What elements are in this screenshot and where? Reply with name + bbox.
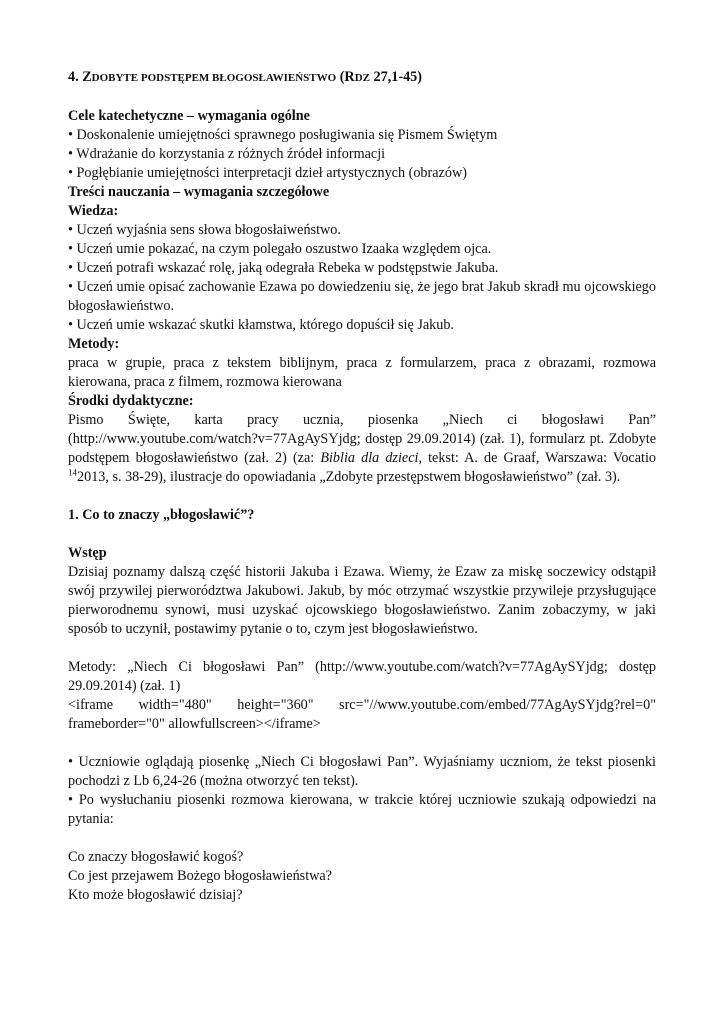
iframe-code-line: <iframe width="480" height="360" src="//www.youtube.com/embed/77AgAySYjdg?rel=0" [68, 697, 656, 713]
question: Co znaczy błogosławić kogoś? [68, 849, 244, 865]
tresci-heading: Treści nauczania – wymagania szczegółowe [68, 184, 330, 200]
cele-item: • Doskonalenie umiejętności sprawnego posługiwania się Pismem Świętym [68, 127, 498, 143]
cele-item: • Wdrażanie do korzystania z różnych źródeł informacji [68, 146, 386, 162]
metody-heading: Metody: [68, 336, 120, 352]
wiedza-item: • Uczeń umie wskazać skutki kłamstwa, którego dopuścił się Jakub. [68, 317, 454, 333]
iframe-code-line: frameborder="0" allowfullscreen></iframe> [68, 716, 321, 732]
wstep-heading: Wstęp [68, 545, 107, 561]
wstep-text: Dzisiaj poznamy dalszą część historii Jakuba i Ezawa. Wiemy, że Ezaw za miskę soczewicy odstąpił swój przywilej pierworództwa Jakubowi. Jakub, by móc otrzymać wszystkie przywileje przysługujące pierworodnemu synowi, musi uzyskać ojcowskiego błogosławieństwo. Zanim zobaczymy, w jaki sposób to uczynił, postawimy pytanie o to, czym jest błogosławieństwo. [68, 564, 656, 637]
section-heading: 1. Co to znaczy „błogosławić”? [68, 507, 255, 523]
step-item: • Po wysłuchaniu piosenki rozmowa kierowana, w trakcie której uczniowie szukają odpowiedzi na pytania: [68, 792, 656, 827]
srodki-text: Pismo Święte, karta pracy ucznia, piosenka „Niech ci błogosławi Pan” (http://www.youtube.com/watch?v=77AgAySYjdg; dostęp 29.09.2014) (zał. 1), formularz pt. Zdobyte podstępem błogosławieństwo (zał. 2) (za: Biblia dla dzieci, tekst: A. de Graaf, Warszawa: Vocatio $^{14}$2013, s. 38-29), ilustracje do opowiadania „Zdobyte przestępstwem błogosławieństwo” (zał. 3). [68, 412, 657, 485]
wiedza-item: • Uczeń umie opisać zachowanie Ezawa po dowiedzeniu się, że jego brat Jakub skradł mu ojcowskiego błogosławieństwo. [68, 279, 656, 314]
wiedza-heading: Wiedza: [68, 203, 119, 219]
metody-line: 29.09.2014) (zał. 1) [68, 678, 181, 694]
cele-item: • Pogłębianie umiejętności interpretacji dzieł artystycznych (obrazów) [68, 165, 467, 181]
cele-heading: Cele katechetyczne – wymagania ogólne [68, 108, 310, 124]
metody-line: Metody: „Niech Ci błogosławi Pan” (http://www.youtube.com/watch?v=77AgAySYjdg; dostęp [68, 659, 656, 675]
lesson-title: 4. ZDOBYTE PODSTĘPEM BŁOGOSŁAWIEŃSTWO (RDZ 27,1-45) [68, 69, 422, 85]
question: Co jest przejawem Bożego błogosławieństwa? [68, 868, 332, 884]
wiedza-item: • Uczeń umie pokazać, na czym polegało oszustwo Izaaka względem ojca. [68, 241, 492, 257]
step-item: • Uczniowie oglądają piosenkę „Niech Ci błogosławi Pan”. Wyjaśniamy uczniom, że tekst piosenki pochodzi z Lb 6,24-26 (można otworzyć ten tekst). [68, 754, 656, 789]
metody-text: praca w grupie, praca z tekstem biblijnym, praca z formularzem, praca z obrazami, rozmowa kierowana, praca z filmem, rozmowa kierowana [68, 355, 656, 390]
srodki-heading: Środki dydaktyczne: [68, 393, 194, 409]
document-page [68, 68, 656, 905]
wiedza-item: • Uczeń potrafi wskazać rolę, jaką odegrała Rebeka w podstępstwie Jakuba. [68, 260, 499, 276]
question: Kto może błogosławić dzisiaj? [68, 887, 243, 903]
wiedza-item: • Uczeń wyjaśnia sens słowa błogosłaiweństwo. [68, 222, 341, 238]
